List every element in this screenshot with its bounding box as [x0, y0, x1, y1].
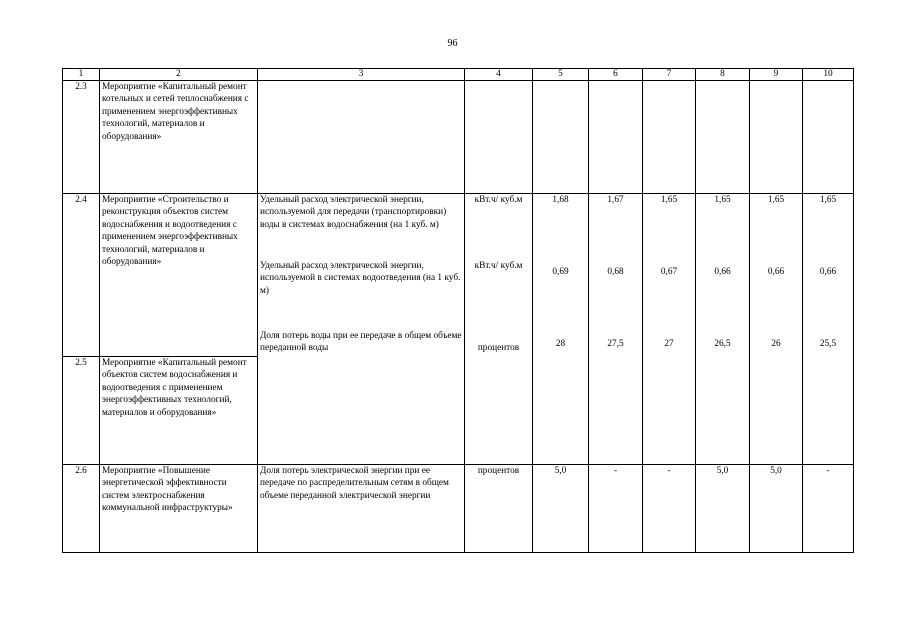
row-number: 2.5 — [63, 357, 100, 465]
value-text: 0,69 — [552, 267, 569, 277]
header-cell: 10 — [803, 69, 854, 81]
row-number: 2.4 — [63, 194, 100, 357]
table-row — [63, 194, 854, 357]
value-cell — [643, 194, 696, 465]
event-name: Мероприятие «Строительство и реконструкция объектов систем водоснабжения и водоотведения с применением энергоэффективных технологий, материалов и оборудования» — [100, 194, 258, 357]
value-text: 26 — [771, 339, 781, 349]
header-cell: 2 — [100, 69, 258, 81]
header-cell: 9 — [750, 69, 803, 81]
indicator-text: Удельный расход электрической энергии, используемой для передачи (транспортировки) воды в системах водоснабжения (на 1 куб. м) — [260, 195, 447, 230]
value-text: 26,5 — [714, 339, 731, 349]
value-text: - — [589, 465, 643, 553]
unit-text: процентов — [477, 343, 520, 353]
value-text: 1,65 — [714, 195, 731, 205]
value-text: - — [643, 465, 696, 553]
header-cell: 4 — [465, 69, 533, 81]
row-number: 2.6 — [63, 465, 100, 553]
value-cell — [533, 194, 589, 465]
indicators-table — [62, 68, 854, 553]
value-text: 27 — [664, 339, 674, 349]
header-cell: 6 — [589, 69, 643, 81]
indicator-text: Доля потерь воды при ее передаче в общем объеме переданной воды — [260, 331, 462, 354]
value-text: 1,65 — [660, 195, 678, 205]
unit-text: кВт.ч/ куб.м — [474, 195, 523, 205]
header-cell: 1 — [63, 69, 100, 81]
event-name: Мероприятие «Повышение энергетической эффективности систем электроснабжения коммунальной инфраструктуры» — [100, 465, 258, 553]
table-header-row — [63, 69, 854, 81]
value-text: 27,5 — [607, 339, 624, 349]
table-row — [63, 81, 854, 194]
value-text: 1,67 — [607, 195, 624, 205]
header-cell: 8 — [696, 69, 750, 81]
unit-text: кВт.ч/ куб.м — [474, 261, 523, 271]
value-text: 1,65 — [767, 195, 785, 205]
value-text: - — [803, 465, 854, 553]
value-text: 25,5 — [819, 339, 837, 349]
unit-cell — [465, 194, 533, 465]
value-text: 0,66 — [819, 267, 837, 277]
indicator-cell — [258, 194, 465, 465]
unit-text: процентов — [465, 465, 533, 553]
value-text: 5,0 — [533, 465, 589, 553]
table-row — [63, 465, 854, 553]
event-name: Мероприятие «Капитальный ремонт котельных и сетей теплоснабжения с применением энергоэффективных технологий, материалов и оборудования» — [100, 81, 258, 194]
value-text: 28 — [555, 339, 566, 349]
indicator-text: Удельный расход электрической энергии, используемой в системах водоотведения (на 1 куб. м) — [260, 261, 461, 296]
value-text: 5,0 — [696, 465, 750, 553]
value-text: 0,66 — [714, 267, 731, 277]
value-text: 0,66 — [767, 267, 785, 277]
page-number: 96 — [447, 38, 458, 49]
value-text: 0,67 — [660, 267, 678, 277]
event-name: Мероприятие «Капитальный ремонт объектов систем водоснабжения и водоотведения с применением энергоэффективных технологий, материалов и оборудования» — [100, 357, 258, 465]
value-text: 1,68 — [552, 195, 569, 205]
value-text: 0,68 — [607, 267, 624, 277]
header-cell: 5 — [533, 69, 589, 81]
header-cell: 3 — [258, 69, 465, 81]
value-cell — [750, 194, 803, 465]
row-number: 2.3 — [63, 81, 100, 194]
value-text: 5,0 — [750, 465, 803, 553]
value-cell — [803, 194, 854, 465]
value-text: 1,65 — [819, 195, 837, 205]
value-cell — [589, 194, 643, 465]
value-cell — [696, 194, 750, 465]
header-cell: 7 — [643, 69, 696, 81]
indicator-text: Доля потерь электрической энергии при ее передаче по распределительным сетям в общем объеме переданной электрической энергии — [258, 465, 465, 553]
